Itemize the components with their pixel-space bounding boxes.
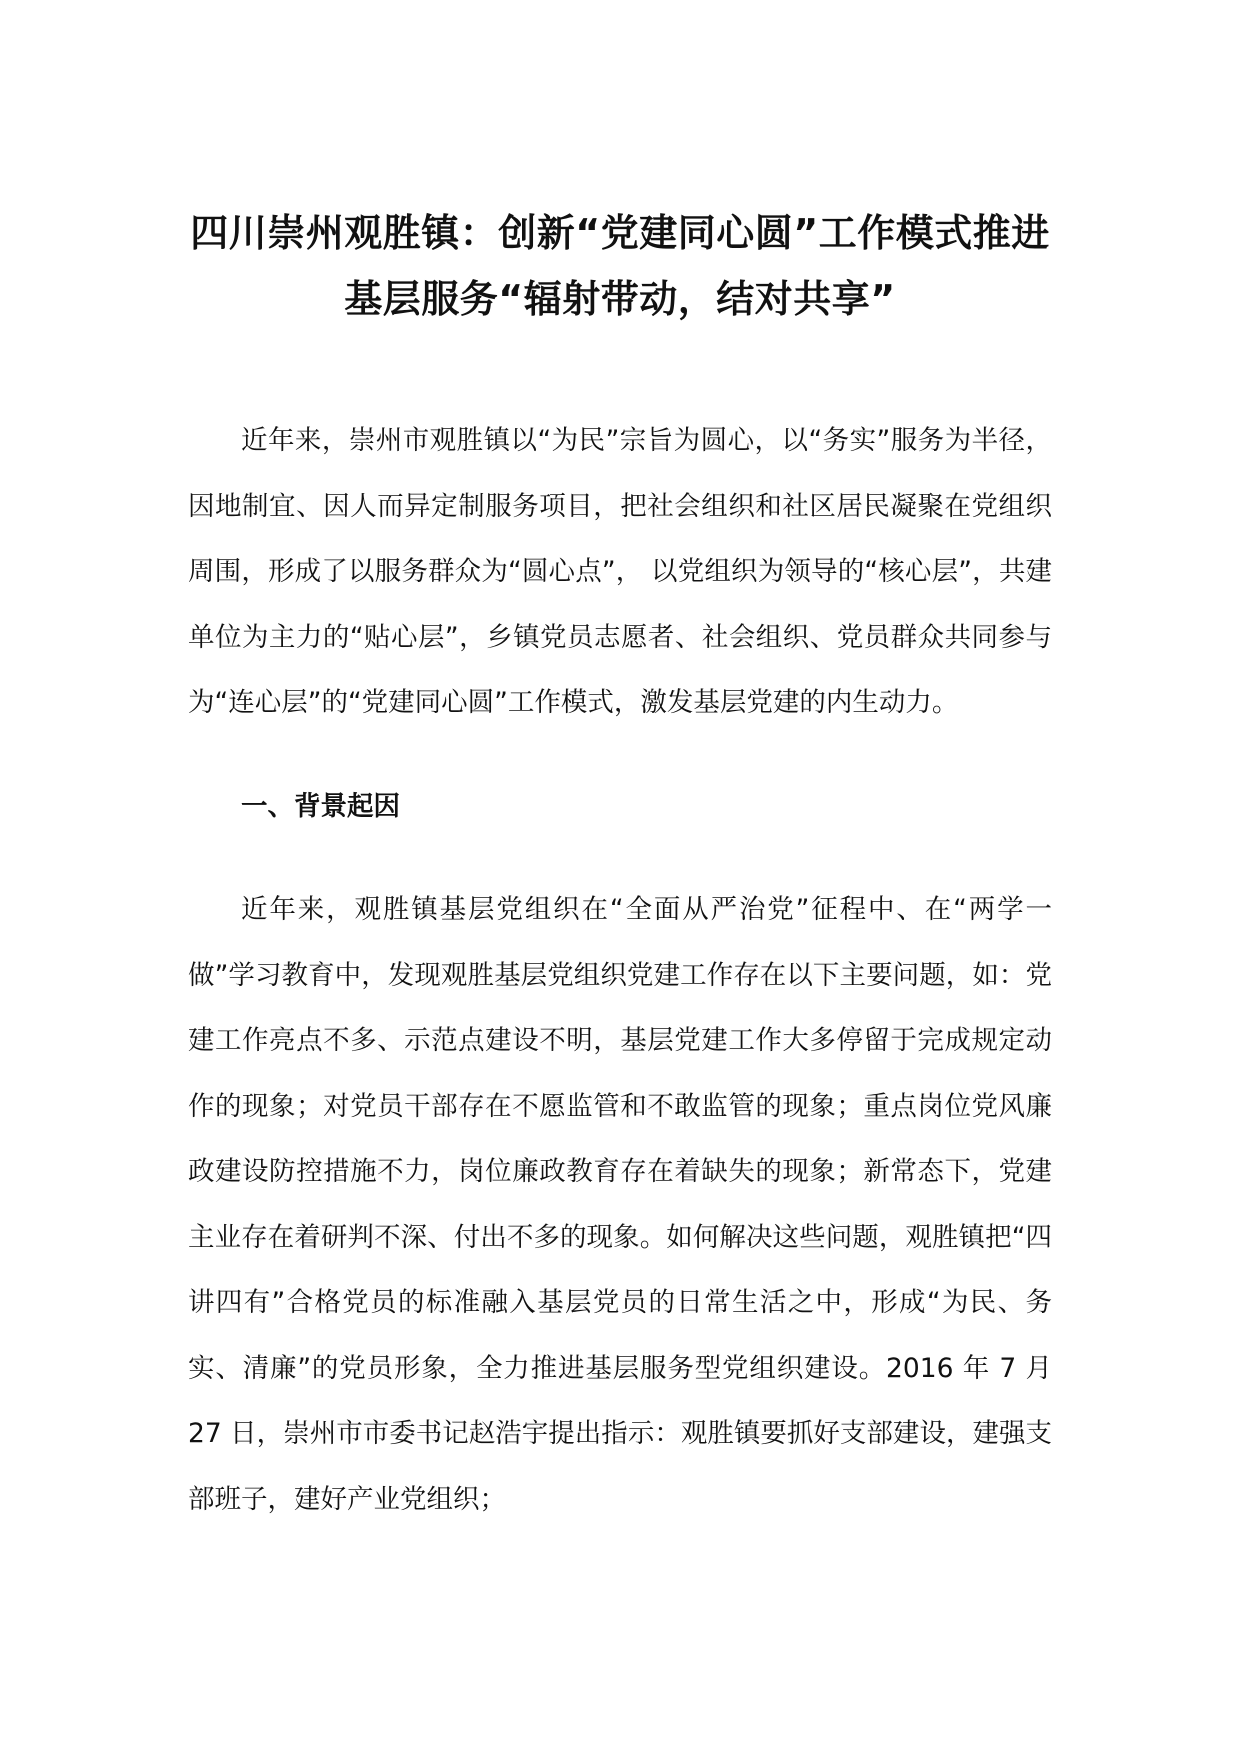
section-heading-background: 一、背景起因	[241, 790, 400, 822]
title-line-1: 四川崇州观胜镇：创新“党建同心圆”工作模式推进	[190, 211, 1050, 255]
title-line-2: 基层服务“辐射带动，结对共享”	[344, 277, 896, 321]
document-body	[188, 200, 1052, 1532]
document-title	[188, 200, 1052, 332]
background-paragraph: 近年来，观胜镇基层党组织在“全面从严治党”征程中、在“两学一做”学习教育中，发现观胜基层党组织党建工作存在以下主要问题，如：党建工作亮点不多、示范点建设不明，基层党建工作大多停留于完成规定动作的现象；对党员干部存在不愿监管和不敢监管的现象；重点岗位党风廉政建设防控措施不力，岗位廉政教育存在着缺失的现象；新常态下，党建主业存在着研判不深、付出不多的现象。如何解决这些问题，观胜镇把“四讲四有”合格党员的标准融入基层党员的日常生活之中，形成“为民、务实、清廉”的党员形象，全力推进基层服务型党组织建设。2016 年 7 月 27 日，崇州市市委书记赵浩宇提出指示：观胜镇要抓好支部建设，建强支部班子，建好产业党组织；	[188, 894, 1052, 1515]
intro-paragraph: 近年来，崇州市观胜镇以“为民”宗旨为圆心，以“务实”服务为半径，因地制宜、因人而异定制服务项目，把社会组织和社区居民凝聚在党组织周围，形成了以服务群众为“圆心点”， 以党组织为领导的“核心层”，共建单位为主力的“贴心层”，乡镇党员志愿者、社会组织、党员群众共同参与为“连心层”的“党建同心圆”工作模式，激发基层党建的内生动力。	[188, 425, 1052, 718]
